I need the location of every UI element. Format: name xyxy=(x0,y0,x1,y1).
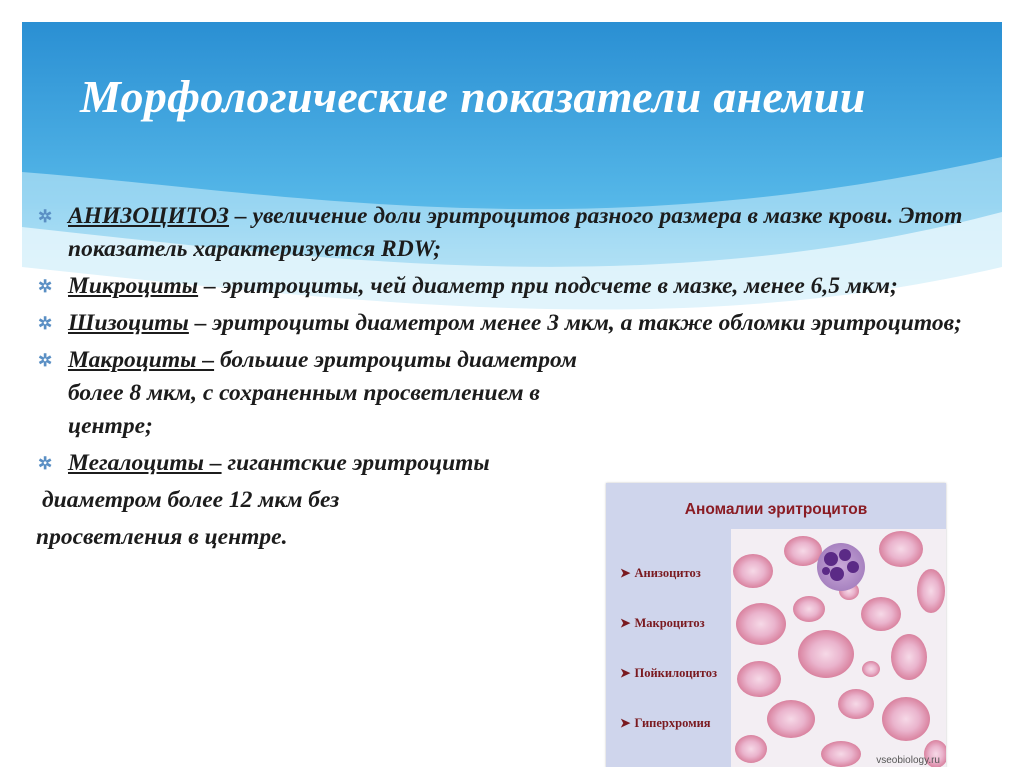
list-item-microcytes xyxy=(36,270,976,303)
erythrocyte-anomalies-figure xyxy=(606,483,946,767)
list-item-schizocytes xyxy=(36,307,976,340)
slide xyxy=(22,22,1002,767)
list-item-megalocytes xyxy=(36,447,976,480)
term: АНИЗОЦИТОЗ xyxy=(68,203,230,229)
list-item-anisocytosis xyxy=(36,200,976,266)
slide-title: Морфологические показатели анемии xyxy=(80,71,866,122)
definition: – эритроциты, чей диаметр при подсчете в мазке, менее 6,5 мкм; xyxy=(198,273,898,299)
term: Шизоциты xyxy=(68,310,189,336)
arrow-icon: ➤ xyxy=(620,566,631,580)
watermark: vseobiology.ru xyxy=(876,755,940,766)
term: Макроциты – xyxy=(68,347,215,373)
definition: гигантские эритроциты xyxy=(221,450,490,476)
figure-label-hyperchromia: ➤ Гиперхромия xyxy=(620,716,711,730)
term: Мегалоциты – xyxy=(68,450,222,476)
figure-title: Аномалии эритроцитов xyxy=(684,501,868,518)
definition: – эритроциты диаметром менее 3 мкм, а также обломки эритроцитов; xyxy=(188,310,962,336)
term: Микроциты xyxy=(68,273,199,299)
definition: большие эритроциты диаметром более 8 мкм, с сохраненным просветлением в центре; xyxy=(68,347,577,439)
list-item-macrocytes xyxy=(36,344,628,443)
blood-smear-image xyxy=(731,529,946,767)
figure-label-poikilocytosis: ➤ Пойкилоцитоз xyxy=(620,666,717,680)
bullet-icon: ✲ xyxy=(38,277,53,296)
continuation-line-1: диаметром более 12 мкм без xyxy=(42,487,340,513)
arrow-icon: ➤ xyxy=(620,716,631,730)
figure-label-anisocytosis: ➤ Анизоцитоз xyxy=(620,566,701,580)
continuation-line-2: просветления в центре. xyxy=(36,524,288,550)
figure-label-macrocytosis: ➤ Макроцитоз xyxy=(620,616,705,630)
definition: – увеличение доли эритроцитов разного размера в мазке крови. Этот показатель характеризуется RDW; xyxy=(68,203,963,262)
arrow-icon: ➤ xyxy=(620,666,631,680)
bullet-icon: ✲ xyxy=(38,454,53,473)
bullet-icon: ✲ xyxy=(38,314,53,333)
arrow-icon: ➤ xyxy=(620,616,631,630)
bullet-icon: ✲ xyxy=(38,351,53,370)
bullet-icon: ✲ xyxy=(38,207,53,226)
